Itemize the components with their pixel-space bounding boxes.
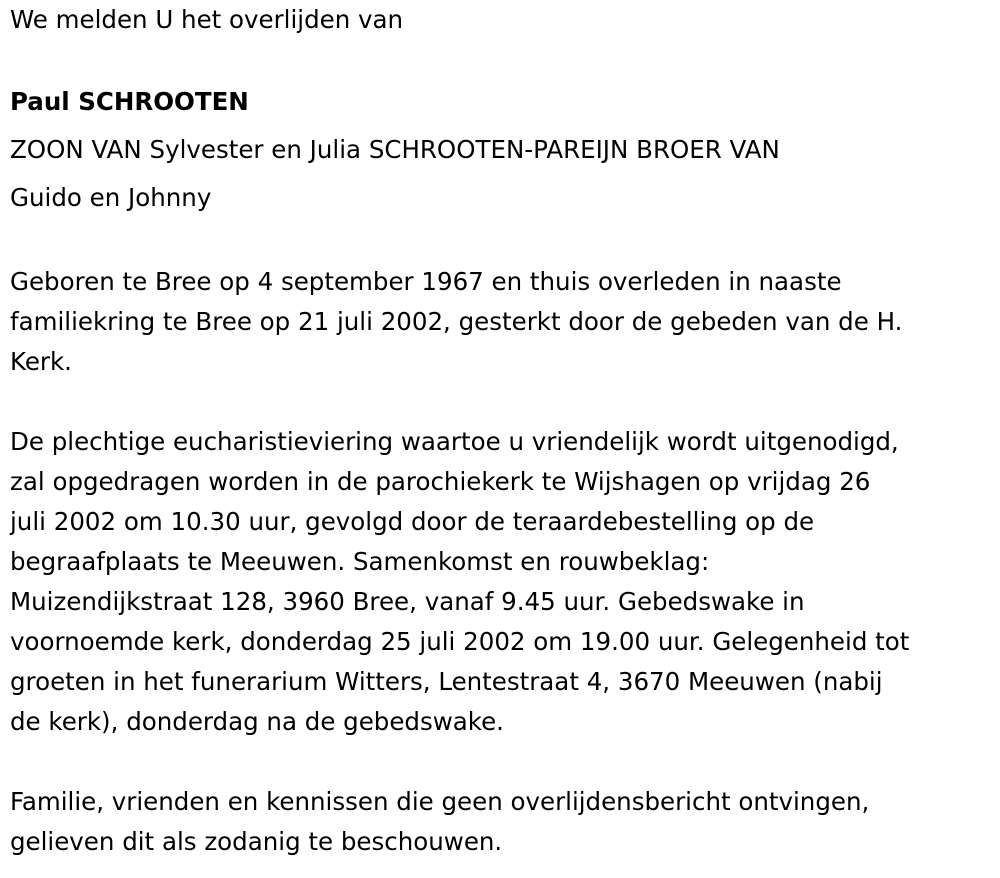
closing-paragraph xyxy=(10,782,990,862)
paragraph-line: de kerk), donderdag na de gebedswake. xyxy=(10,707,504,736)
paragraph-line: familiekring te Bree op 21 juli 2002, gesterkt door de gebeden van de H. xyxy=(10,307,903,336)
relations-line-1: ZOON VAN Sylvester en Julia SCHROOTEN-PAREIJN BROER VAN xyxy=(10,135,780,164)
paragraph-line: Familie, vrienden en kennissen die geen overlijdensbericht ontvingen, xyxy=(10,787,870,816)
paragraph-line: begraafplaats te Meeuwen. Samenkomst en rouwbeklag: xyxy=(10,547,710,576)
paragraph-line: Kerk. xyxy=(10,347,72,376)
paragraph-line: gelieven dit als zodanig te beschouwen. xyxy=(10,827,503,856)
paragraph-line: voornoemde kerk, donderdag 25 juli 2002 om 19.00 uur. Gelegenheid tot xyxy=(10,627,910,656)
paragraph-line: Geboren te Bree op 4 september 1967 en thuis overleden in naaste xyxy=(10,267,842,296)
paragraph-line: juli 2002 om 10.30 uur, gevolgd door de teraardebestelling op de xyxy=(10,507,815,536)
ceremony-paragraph xyxy=(10,422,990,742)
intro-line: We melden U het overlijden van xyxy=(10,5,404,34)
birth-death-paragraph xyxy=(10,262,990,382)
paragraph-line: Muizendijkstraat 128, 3960 Bree, vanaf 9.45 uur. Gebedswake in xyxy=(10,587,805,616)
relations-line-2: Guido en Johnny xyxy=(10,183,212,212)
deceased-name: Paul SCHROOTEN xyxy=(10,87,249,116)
paragraph-line: zal opgedragen worden in de parochiekerk te Wijshagen op vrijdag 26 xyxy=(10,467,871,496)
paragraph-line: groeten in het funerarium Witters, Lentestraat 4, 3670 Meeuwen (nabij xyxy=(10,667,883,696)
death-notice xyxy=(10,0,990,862)
paragraph-line: De plechtige eucharistieviering waartoe u vriendelijk wordt uitgenodigd, xyxy=(10,427,899,456)
